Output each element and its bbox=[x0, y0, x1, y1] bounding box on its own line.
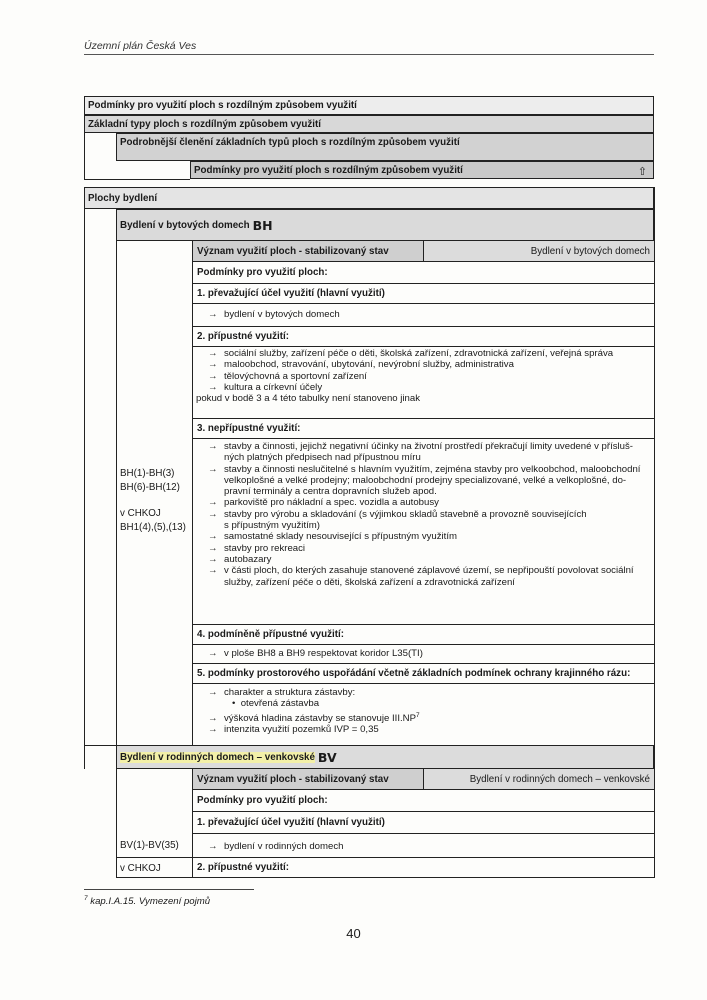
bv-meaning-value bbox=[423, 769, 654, 789]
bh-conditions-text: Podmínky pro využití ploch: bbox=[197, 266, 328, 278]
bh-s3-title bbox=[193, 418, 654, 438]
list-item: → stavby a činnosti, jejichž negativní účinky na životní prostředí překračují limity uvedené v přísluš- bbox=[208, 441, 633, 452]
bh-code-range-1: BH(1)-BH(3) bbox=[120, 468, 175, 479]
bh-s4-title bbox=[193, 624, 654, 644]
meaning-divider bbox=[423, 241, 424, 261]
bh-s2-title bbox=[193, 326, 654, 346]
bh-s1-item: → bydlení v bytových domech bbox=[208, 309, 340, 320]
bh-s1-title bbox=[193, 283, 654, 303]
list-item: → maloobchod, stravování, ubytování, nevýrobní služby, administrativa bbox=[208, 359, 514, 371]
arrow-icon: → bbox=[208, 381, 218, 393]
bh-chkoj-label: v CHKOJ bbox=[120, 508, 161, 519]
list-item: → sociální služby, zařízení péče o děti, školská zařízení, zdravotnická zařízení, veřejná správa bbox=[208, 348, 614, 359]
arrow-icon: → bbox=[208, 687, 218, 698]
arrow-icon: → bbox=[208, 508, 218, 520]
list-item: → autobazary bbox=[208, 553, 272, 565]
arrow-icon: → bbox=[208, 497, 218, 509]
bh-code-range-2: BH(6)-BH(12) bbox=[120, 481, 180, 493]
bh-s2-list bbox=[208, 348, 613, 393]
arrow-icon: → bbox=[208, 441, 218, 452]
arrow-icon: → bbox=[208, 841, 218, 852]
bh-meaning-value bbox=[423, 241, 654, 261]
legend-level-1 bbox=[84, 96, 654, 115]
rule bbox=[192, 346, 654, 347]
bv-right-border bbox=[654, 745, 655, 878]
section-title-text: Plochy bydlení bbox=[88, 192, 158, 204]
bh-s1-title-text: 1. převažující účel využití (hlavní využití) bbox=[197, 287, 385, 299]
list-item: → tělovýchovná a sportovní zařízení bbox=[208, 370, 367, 382]
legend-bottom-border bbox=[84, 179, 190, 180]
bh-right-border bbox=[654, 187, 655, 745]
bv-chkoj-label: v CHKOJ bbox=[120, 862, 161, 874]
bv-s1-title bbox=[193, 811, 654, 833]
bv-code-range: BV(1)-BV(35) bbox=[120, 840, 179, 851]
list-item: → stavby pro rekreaci bbox=[208, 542, 306, 554]
bv-s2-title bbox=[193, 857, 654, 877]
bh-s4-title-text: 4. podmíněně přípustné využití: bbox=[197, 628, 344, 640]
list-item-continuation: služby, zařízení péče o děti, školská zařízení a zdravotnická zařízení bbox=[224, 576, 515, 588]
bv-s2-title-text: 2. přípustné využití: bbox=[197, 861, 289, 873]
arrow-icon: → bbox=[208, 724, 218, 736]
arrow-icon: → bbox=[208, 531, 218, 543]
bv-meaning-value-text: Bydlení v rodinných domech – venkovské bbox=[469, 773, 650, 785]
footnote bbox=[84, 895, 210, 907]
legend-level-2 bbox=[84, 115, 654, 133]
arrow-icon: → bbox=[208, 542, 218, 554]
footnote-ref[interactable]: 7 bbox=[415, 711, 420, 719]
outer-left-border bbox=[84, 209, 85, 745]
bh-s4-item: → v ploše BH8 a BH9 respektovat koridor L35(TI) bbox=[208, 648, 423, 659]
bv-s1-title-text: 1. převažující účel využití (hlavní využití) bbox=[197, 816, 385, 828]
rule bbox=[192, 683, 654, 684]
bh-code-range-3: BH1(4),(5),(13) bbox=[120, 521, 186, 533]
list-item-continuation: velkoplošné a velké prodejny; maloobchodní prodejny specializované, velké a velkoplošné, do- bbox=[224, 474, 627, 486]
spacer bbox=[120, 494, 186, 507]
bh-s2-title-text: 2. přípustné využití: bbox=[197, 330, 289, 342]
meaning-divider bbox=[423, 769, 424, 789]
legend-level-3-text: Podrobnější členění základních typů ploch s rozdílným způsobem využití bbox=[120, 137, 460, 148]
bv-s1-item: → bydlení v rodinných domech bbox=[208, 841, 344, 852]
rule bbox=[192, 833, 654, 834]
rule bbox=[116, 877, 654, 878]
legend-left-border bbox=[84, 133, 85, 179]
legend-level-4 bbox=[190, 161, 654, 179]
bv-title: Bydlení v rodinných domech – venkovské bbox=[120, 751, 315, 763]
list-item-continuation: ných platných předpisech nad přípustnou míru bbox=[224, 452, 421, 464]
rule bbox=[192, 644, 654, 645]
bh-conditions-heading bbox=[193, 261, 654, 283]
list-item-continuation: s přípustným využitím) bbox=[224, 520, 320, 532]
list-item: → intenzita využití pozemků IVP = 0,35 bbox=[208, 724, 379, 736]
rule bbox=[192, 303, 654, 304]
list-subitem: • otevřená zástavba bbox=[232, 698, 320, 710]
bh-s5-title-text: 5. podmínky prostorového uspořádání včetně základních podmínek ochrany krajinného rázu: bbox=[197, 667, 631, 679]
list-item: → výšková hladina zástavby se stanovuje $III.NP^7$ bbox=[208, 711, 420, 724]
outer-left-border bbox=[84, 745, 85, 769]
arrow-icon: → bbox=[208, 463, 218, 475]
bh-s3-title-text: 3. nepřípustné využití: bbox=[197, 422, 301, 434]
legend-level-2-text: Základní typy ploch s rozdílným způsobem využití bbox=[88, 118, 321, 130]
list-item: → samostatné sklady nesouvisející s přípustným využitím bbox=[208, 531, 458, 543]
bv-code: BV bbox=[317, 749, 337, 765]
bv-left-border bbox=[116, 769, 117, 878]
arrow-icon: → bbox=[208, 553, 218, 565]
section-title bbox=[84, 187, 654, 209]
bh-heading bbox=[116, 209, 654, 241]
document-header: Územní plán Česká Ves bbox=[84, 40, 197, 52]
footnote-rule bbox=[84, 889, 254, 890]
legend-level-1-text: Podmínky pro využití ploch s rozdílným způsobem využití bbox=[88, 100, 357, 111]
bh-s3-list bbox=[208, 441, 640, 588]
bh-s2-note: pokud v bodě 3 a 4 této tabulky není stanoveno jinak bbox=[196, 393, 421, 404]
bh-meaning-label-text: Význam využití ploch - stabilizovaný stav bbox=[197, 245, 389, 257]
bh-title: Bydlení v bytových domech bbox=[120, 219, 250, 231]
list-item: → v části ploch, do kterých zasahuje stanovené záplavové území, se nepřipouští povolovat sociální bbox=[208, 565, 634, 577]
bh-left-border bbox=[116, 241, 117, 745]
list-item-continuation: pravní terminály a centra dopravních služeb apod. bbox=[224, 486, 437, 498]
bv-conditions-text: Podmínky pro využití ploch: bbox=[197, 794, 328, 806]
list-item: → kultura a církevní účely bbox=[208, 381, 323, 393]
bh-code: BH bbox=[252, 217, 273, 233]
arrow-icon: → bbox=[208, 565, 218, 577]
bv-meaning-label-text: Význam využití ploch - stabilizovaný stav bbox=[197, 773, 389, 785]
list-item: → parkoviště pro nákladní a spec. vozidla a autobusy bbox=[208, 497, 439, 509]
bh-s5-title bbox=[193, 663, 654, 683]
arrow-icon: → bbox=[208, 348, 218, 359]
list-item: → stavby pro výrobu a skladování (s výjimkou skladů stavebně a provozně souvisejících bbox=[208, 508, 587, 520]
legend-level-3 bbox=[116, 133, 654, 161]
bh-meaning-label bbox=[193, 241, 423, 261]
arrow-icon: → bbox=[208, 648, 218, 659]
arrow-icon: → bbox=[208, 309, 218, 320]
up-arrow-icon[interactable]: ⇧ bbox=[637, 166, 647, 178]
rule bbox=[192, 438, 654, 439]
footnote-number: 7 bbox=[84, 895, 88, 902]
bh-meaning-value-text: Bydlení v bytových domech bbox=[530, 245, 650, 257]
bv-meaning-label bbox=[193, 769, 423, 789]
bh-codes bbox=[120, 467, 186, 534]
list-item: → charakter a struktura zástavby: bbox=[208, 687, 356, 698]
bh-s5-list bbox=[208, 687, 420, 735]
arrow-icon: → bbox=[208, 370, 218, 382]
footnote-text: kap.I.A.15. Vymezení pojmů bbox=[90, 896, 211, 908]
bullet-icon: • bbox=[232, 698, 236, 710]
bv-heading bbox=[116, 745, 654, 769]
list-item: → stavby a činnosti neslučitelné s hlavním využitím, zejména stavby pro velkoobchod, maloobchodní bbox=[208, 463, 641, 475]
arrow-icon: → bbox=[208, 712, 218, 724]
arrow-icon: → bbox=[208, 359, 218, 371]
page-number: 40 bbox=[346, 926, 361, 941]
legend-level-4-text: Podmínky pro využití ploch s rozdílným způsobem využití bbox=[194, 164, 463, 176]
bv-conditions-heading bbox=[193, 789, 654, 811]
header-rule bbox=[84, 54, 654, 55]
